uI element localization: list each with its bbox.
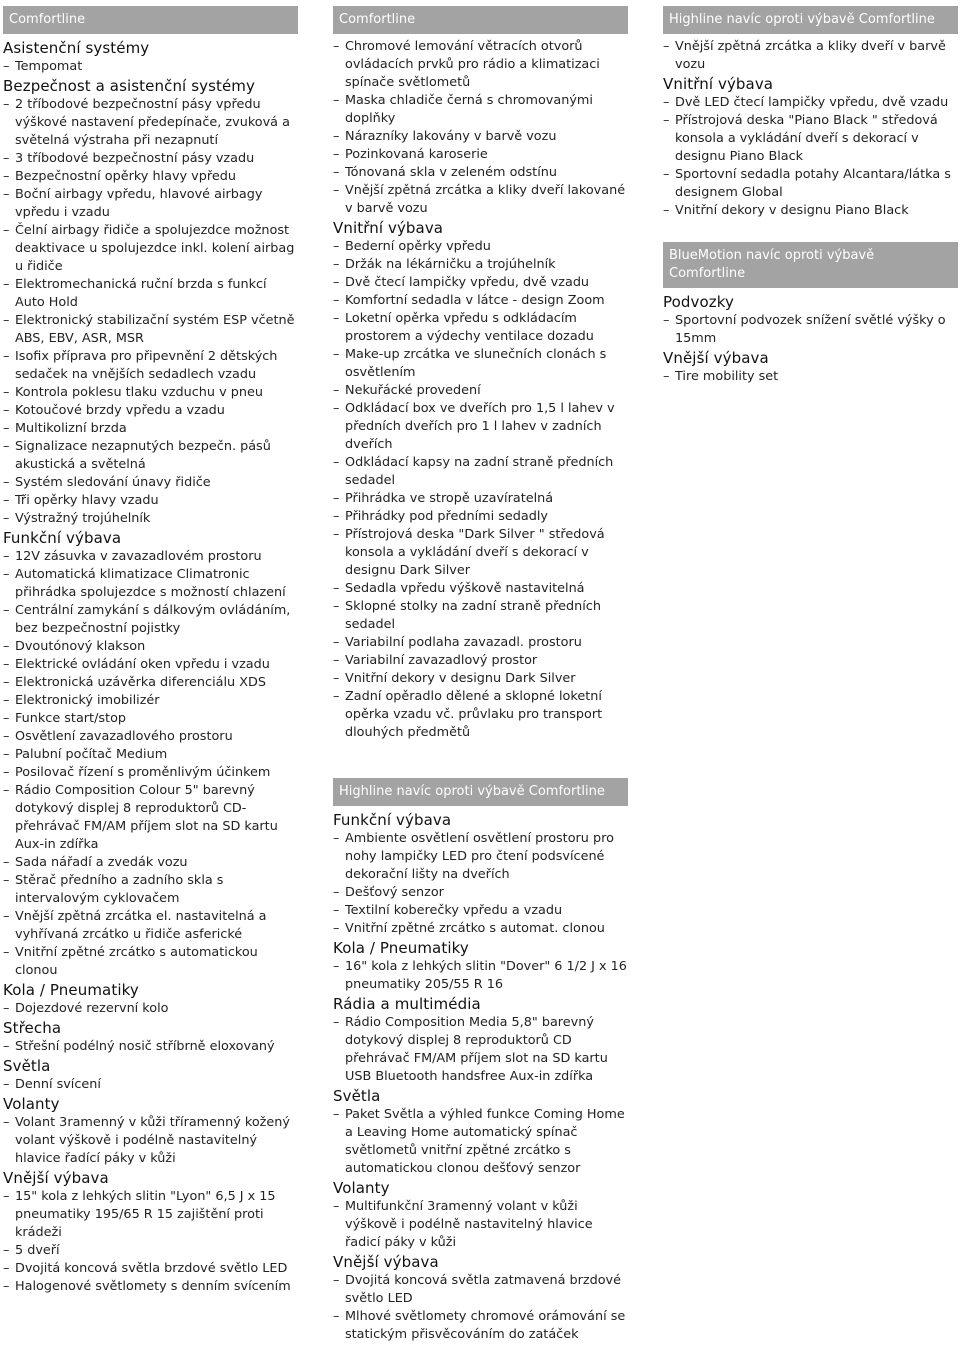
equipment-section — [3, 1018, 298, 1056]
list-item: – Maska chladiče černá s chromovanými doplňky — [333, 92, 628, 128]
list-item: – 3 tříbodové bezpečnostní pásy vzadu — [3, 150, 298, 168]
list-item: – Čelní airbagy řidiče a spolujezdce možnost deaktivace u spolujezdce inkl. kolení airbag u řidiče — [3, 222, 298, 276]
section-header-bar: Highline navíc oproti výbavě Comfortline — [333, 778, 628, 806]
equipment-list — [333, 1272, 628, 1344]
list-item: – Tempomat — [3, 58, 298, 76]
list-item: – Pozinkovaná karoserie — [333, 146, 628, 164]
equipment-section — [333, 938, 628, 994]
list-item: – Střešní podélný nosič stříbrně eloxovaný — [3, 1038, 298, 1056]
section-header-bar: BlueMotion navíc oproti výbavě Comfortline — [663, 242, 958, 288]
list-item: – Tři opěrky hlavy vzadu — [3, 492, 298, 510]
list-item: – Halogenové světlomety s denním svícením — [3, 1278, 298, 1296]
list-item: – Boční airbagy vpředu, hlavové airbagy vpředu i vzadu — [3, 186, 298, 222]
equipment-list — [333, 1198, 628, 1252]
equipment-section — [3, 1094, 298, 1168]
list-item: – Vnitřní dekory v designu Dark Silver — [333, 670, 628, 688]
list-item: – Vnější zpětná zrcátka el. nastavitelná a vyhřívaná zrcátko u řidiče asferické — [3, 908, 298, 944]
list-item: – Sada nářadí a zvedák vozu — [3, 854, 298, 872]
section-title: Funkční výbava — [333, 811, 452, 829]
section-title: Světla — [3, 1057, 51, 1075]
equipment-list — [663, 94, 958, 220]
list-item: – Přístrojová deska "Dark Silver " středová konsola a vykládání dveří s dekorací v designu Dark Silver — [333, 526, 628, 580]
list-item: – Výstražný trojúhelník — [3, 510, 298, 528]
list-item: – Nekuřácké provedení — [333, 382, 628, 400]
list-item: – Vnitřní zpětné zrcátko s automatickou clonou — [3, 944, 298, 980]
list-item: – Dvě čtecí lampičky vpředu, dvě vzadu — [333, 274, 628, 292]
equipment-list — [663, 312, 958, 348]
equipment-list — [333, 38, 628, 218]
section-title: Rádia a multimédia — [333, 995, 481, 1013]
section-title: Podvozky — [663, 293, 734, 311]
section-header-bar: Highline navíc oproti výbavě Comfortline — [663, 6, 958, 34]
list-item: – Přihrádka ve stropě uzavíratelná — [333, 490, 628, 508]
list-item: – Denní svícení — [3, 1076, 298, 1094]
list-item: – Automatická klimatizace Climatronic přihrádka spolujezdce s možností chlazení — [3, 566, 298, 602]
equipment-list — [3, 1114, 298, 1168]
equipment-section — [333, 1178, 628, 1252]
section-title: Kola / Pneumatiky — [333, 939, 469, 957]
list-item: – Ambiente osvětlení osvětlení prostoru pro nohy lampičky LED pro čtení podsvícené dekorační lišty na dveřích — [333, 830, 628, 884]
equipment-list — [3, 96, 298, 528]
block-spacer — [333, 742, 628, 778]
list-item: – Rádio Composition Colour 5" barevný dotykový displej 8 reproduktorů CD-přehrávač FM/AM příjem slot na SD kartu Aux-in zdířka — [3, 782, 298, 854]
list-item: – Komfortní sedadla v látce - design Zoom — [333, 292, 628, 310]
list-item: – Bederní opěrky vpředu — [333, 238, 628, 256]
equipment-list — [333, 830, 628, 938]
list-item: – Vnitřní dekory v designu Piano Black — [663, 202, 958, 220]
list-item: – 16" kola z lehkých slitin "Dover" 6 1/2 J x 16 pneumatiky 205/55 R 16 — [333, 958, 628, 994]
list-item: – Osvětlení zavazadlového prostoru — [3, 728, 298, 746]
section-title: Asistenční systémy — [3, 39, 150, 57]
equipment-section — [333, 810, 628, 938]
section-title: Volanty — [3, 1095, 60, 1113]
column-1 — [3, 6, 298, 1296]
section-title: Kola / Pneumatiky — [3, 981, 139, 999]
section-title: Volanty — [333, 1179, 390, 1197]
list-item: – Vnitřní zpětné zrcátko s automat. clonou — [333, 920, 628, 938]
list-item: – Paket Světla a výhled funkce Coming Home a Leaving Home automatický spínač světlometů vnitřní zpětné zrcátko s automatickou clonou dešťový senzor — [333, 1106, 628, 1178]
section-title: Bezpečnost a asistenční systémy — [3, 77, 255, 95]
section-title: Funkční výbava — [3, 529, 122, 547]
section-title: Vnitřní výbava — [333, 219, 444, 237]
list-item: – Tire mobility set — [663, 368, 958, 386]
equipment-section — [333, 38, 628, 218]
list-item: – Variabilní zavazadlový prostor — [333, 652, 628, 670]
list-item: – Loketní opěrka vpředu s odkládacím prostorem a výdechy ventilace dozadu — [333, 310, 628, 346]
equipment-section — [663, 74, 958, 220]
list-item: – Sedadla vpředu výškově nastavitelná — [333, 580, 628, 598]
equipment-section — [3, 1168, 298, 1296]
list-item: – Sklopné stolky na zadní straně předních sedadel — [333, 598, 628, 634]
column-3 — [663, 6, 958, 386]
list-item: – Nárazníky lakovány v barvě vozu — [333, 128, 628, 146]
equipment-list — [3, 1076, 298, 1094]
list-item: – Elektronický stabilizační systém ESP včetně ABS, EBV, ASR, MSR — [3, 312, 298, 348]
section-header-bar: Comfortline — [333, 6, 628, 34]
list-item: – Funkce start/stop — [3, 710, 298, 728]
equipment-list — [3, 548, 298, 980]
list-item: – Vnější zpětná zrcátka a kliky dveří lakované v barvě vozu — [333, 182, 628, 218]
list-item: – Centrální zamykání s dálkovým ovládáním, bez bezpečnostní pojistky — [3, 602, 298, 638]
section-header-bar: Comfortline — [3, 6, 298, 34]
equipment-section — [3, 980, 298, 1018]
list-item: – Sportovní podvozek snížení světlé výšky o 15mm — [663, 312, 958, 348]
column-2 — [333, 6, 628, 1344]
list-item: – Tónovaná skla v zeleném odstínu — [333, 164, 628, 182]
list-item: – 15" kola z lehkých slitin "Lyon" 6,5 J x 15 pneumatiky 195/65 R 15 zajištění proti krádeži — [3, 1188, 298, 1242]
list-item: – Zadní opěradlo dělené a sklopné loketní opěrka vzadu vč. průvlaku pro transport dlouhých předmětů — [333, 688, 628, 742]
list-item: – Přihrádky pod předními sedadly — [333, 508, 628, 526]
list-item: – Bezpečnostní opěrky hlavy vpředu — [3, 168, 298, 186]
list-item: – Systém sledování únavy řidiče — [3, 474, 298, 492]
list-item: – Signalizace nezapnutých bezpečn. pásů akustická a světelná — [3, 438, 298, 474]
equipment-section — [333, 994, 628, 1086]
equipment-list — [3, 1188, 298, 1296]
list-item: – Chromové lemování větracích otvorů ovládacích prvků pro rádio a klimatizaci spínače světlometů — [333, 38, 628, 92]
equipment-list — [333, 238, 628, 742]
list-item: – Multikolizní brzda — [3, 420, 298, 438]
list-item: – Mlhové světlomety chromové orámování se statickým přisvěcováním do zatáček — [333, 1308, 628, 1344]
list-item: – Variabilní podlaha zavazadl. prostoru — [333, 634, 628, 652]
equipment-list — [3, 1000, 298, 1018]
list-item: – Elektrické ovládání oken vpředu i vzadu — [3, 656, 298, 674]
list-item: – Dvojitá koncová světla brzdové světlo LED — [3, 1260, 298, 1278]
section-title: Vnější výbava — [333, 1253, 439, 1271]
list-item: – Volant 3ramenný v kůži tříramenný kožený volant výškově i podélně nastavitelný hlavice řadící páky v kůži — [3, 1114, 298, 1168]
list-item: – Palubní počítač Medium — [3, 746, 298, 764]
section-title: Vnější výbava — [663, 349, 769, 367]
equipment-list — [663, 38, 958, 74]
list-item: – Kontrola poklesu tlaku vzduchu v pneu — [3, 384, 298, 402]
list-item: – Dvě LED čtecí lampičky vpředu, dvě vzadu — [663, 94, 958, 112]
equipment-section — [663, 38, 958, 74]
list-item: – Odkládací kapsy na zadní straně předních sedadel — [333, 454, 628, 490]
equipment-section — [3, 38, 298, 76]
equipment-list — [3, 58, 298, 76]
section-title: Vnější výbava — [3, 1169, 109, 1187]
list-item: – Posilovač řízení s proměnlivým účinkem — [3, 764, 298, 782]
list-item: – Multifunkční 3ramenný volant v kůži výškově i podélně nastavitelný hlavice řadicí páky v kůži — [333, 1198, 628, 1252]
list-item: – 12V zásuvka v zavazadlovém prostoru — [3, 548, 298, 566]
equipment-list — [333, 1014, 628, 1086]
list-item: – Dešťový senzor — [333, 884, 628, 902]
list-item: – Dojezdové rezervní kolo — [3, 1000, 298, 1018]
list-item: – Dvoutónový klakson — [3, 638, 298, 656]
list-item: – Textilní koberečky vpředu a vzadu — [333, 902, 628, 920]
equipment-list — [3, 1038, 298, 1056]
list-item: – Make-up zrcátka ve slunečních clonách s osvětlením — [333, 346, 628, 382]
list-item: – Rádio Composition Media 5,8" barevný dotykový displej 8 reproduktorů CD přehrávač FM/AM příjem slot na SD kartu USB Bluetooth handsfree Aux-in zdířka — [333, 1014, 628, 1086]
list-item: – Odkládací box ve dveřích pro 1,5 l lahev v předních dveřích pro 1 l lahev v zadních dveřích — [333, 400, 628, 454]
equipment-list — [333, 1106, 628, 1178]
equipment-list — [333, 958, 628, 994]
equipment-list — [663, 368, 958, 386]
section-title: Střecha — [3, 1019, 62, 1037]
list-item: – Elektronický imobilizér — [3, 692, 298, 710]
list-item: – Sportovní sedadla potahy Alcantara/látka s designem Global — [663, 166, 958, 202]
block-spacer — [663, 220, 958, 242]
list-item: – Kotoučové brzdy vpředu a vzadu — [3, 402, 298, 420]
list-item: – Isofix příprava pro připevnění 2 dětských sedaček na vnějších sedadlech vzadu — [3, 348, 298, 384]
list-item: – Přístrojová deska "Piano Black " středová konsola a vykládání dveří s dekorací v designu Piano Black — [663, 112, 958, 166]
equipment-section — [3, 1056, 298, 1094]
section-title: Vnitřní výbava — [663, 75, 774, 93]
equipment-section — [3, 528, 298, 980]
equipment-section — [333, 1252, 628, 1344]
list-item: – Elektromechanická ruční brzda s funkcí Auto Hold — [3, 276, 298, 312]
list-item: – Držák na lékárničku a trojúhelník — [333, 256, 628, 274]
list-item: – 5 dveří — [3, 1242, 298, 1260]
equipment-section — [333, 218, 628, 742]
equipment-section — [3, 76, 298, 528]
list-item: – Dvojitá koncová světla zatmavená brzdové světlo LED — [333, 1272, 628, 1308]
equipment-section — [663, 348, 958, 386]
equipment-section — [663, 292, 958, 348]
section-title: Světla — [333, 1087, 381, 1105]
list-item: – Elektronická uzávěrka diferenciálu XDS — [3, 674, 298, 692]
list-item: – Stěrač předního a zadního skla s intervalovým cyklovačem — [3, 872, 298, 908]
list-item: – 2 tříbodové bezpečnostní pásy vpředu výškové nastavení předepínače, zvuková a světelná výstraha při nezapnutí — [3, 96, 298, 150]
list-item: – Vnější zpětná zrcátka a kliky dveří v barvě vozu — [663, 38, 958, 74]
equipment-section — [333, 1086, 628, 1178]
